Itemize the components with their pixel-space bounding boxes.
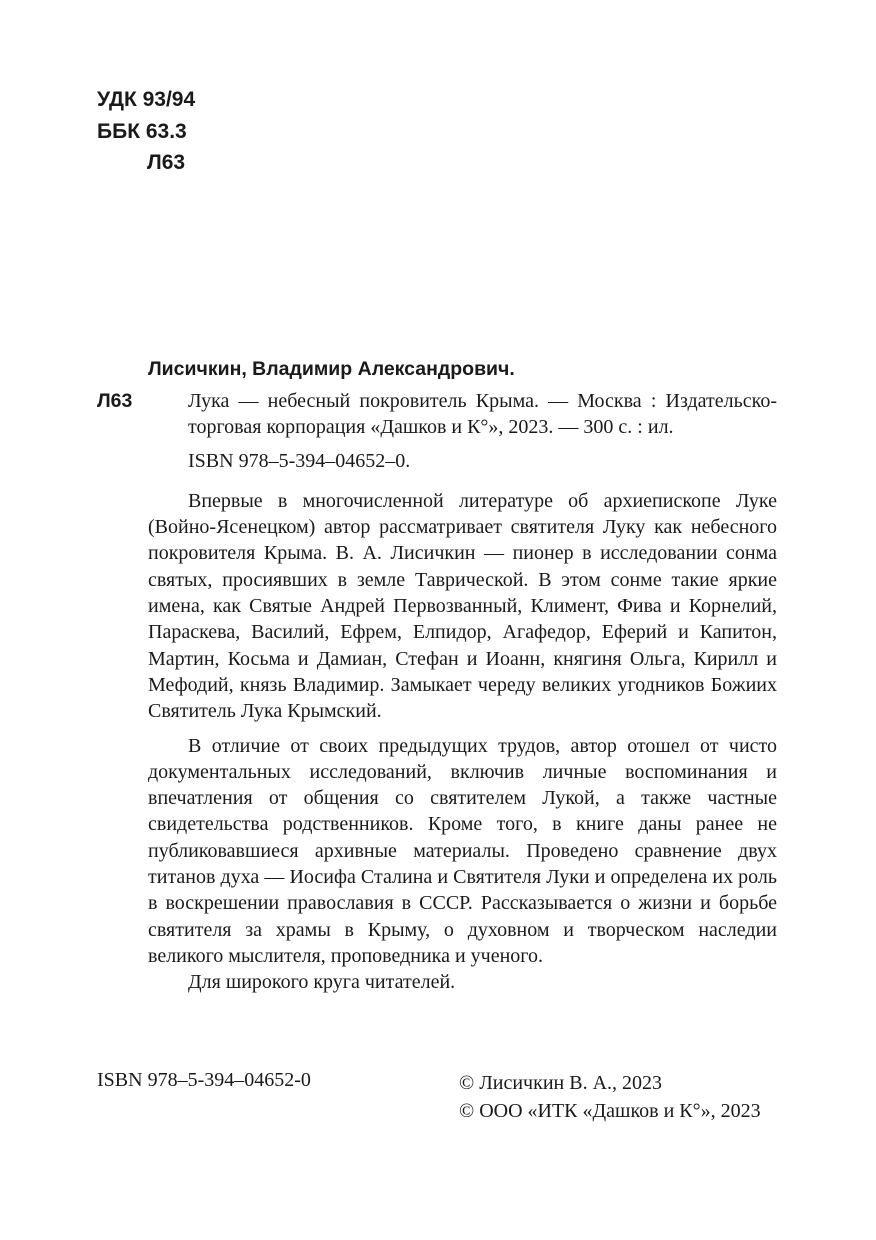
classification-block <box>97 84 195 179</box>
entry-isbn: ISBN 978–5-394–04652–0. <box>188 449 411 472</box>
copyright-author: © Лисичкин В. А., 2023 <box>459 1072 663 1094</box>
udk-code: УДК 93/94 <box>97 88 196 111</box>
copyright-publisher: © ООО «ИТК «Дашков и К°», 2023 <box>459 1100 761 1122</box>
bibliographic-entry <box>148 388 777 996</box>
annotation-paragraph-2: В отличие от своих предыдущих трудов, автор отошел от чисто документальных исследований, включив личные воспоминания и впечатления от общения со святителем Лукой, а также частные свидетельства родственников. Кроме того, в книге даны ранее не публиковавшиеся архивные материалы. Проведено сравнение двух титанов духа — Иосифа Сталина и Святителя Луки и определена их роль в воскрешении православия в СССР. Рассказывается о жизни и борьбе святителя за храмы в Крыму, о духовном и творческом наследии великого мыслителя, проповедника и ученого. <box>148 734 777 967</box>
copyright-block <box>459 1069 761 1125</box>
author-mark: Л63 <box>147 151 186 174</box>
author-name: Лисичкин, Владимир Александрович. <box>148 358 515 380</box>
bbk-code: ББК 63.3 <box>97 119 187 143</box>
book-description: Лука — небесный покровитель Крыма. — Москва : Издательско-торговая корпорация «Дашков и К°», 2023. — 300 с. : ил. <box>188 390 777 439</box>
footer-isbn: ISBN 978–5-394–04652-0 <box>97 1069 311 1091</box>
audience-note: Для широкого круга читателей. <box>188 971 456 994</box>
entry-code: Л63 <box>97 390 133 412</box>
annotation-paragraph-1: Впервые в многочисленной литературе об архиепископе Луке (Войно-Ясенецком) автор рассматривает святителя Луку как небесного покровителя Крыма. В. А. Лисичкин — пионер в исследовании сонма святых, просиявших в земле Таврической. В этом сонме такие яркие имена, как Святые Андрей Первозванный, Климент, Фива и Корнелий, Параскева, Василий, Ефрем, Елпидор, Агафедор, Еферий и Капитон, Мартин, Косьма и Дамиан, Стефан и Иоанн, княгиня Ольга, Кирилл и Мефодий, князь Владимир. Замыкает череду великих угодников Божиих Святитель Лука Крымский. <box>148 489 777 723</box>
